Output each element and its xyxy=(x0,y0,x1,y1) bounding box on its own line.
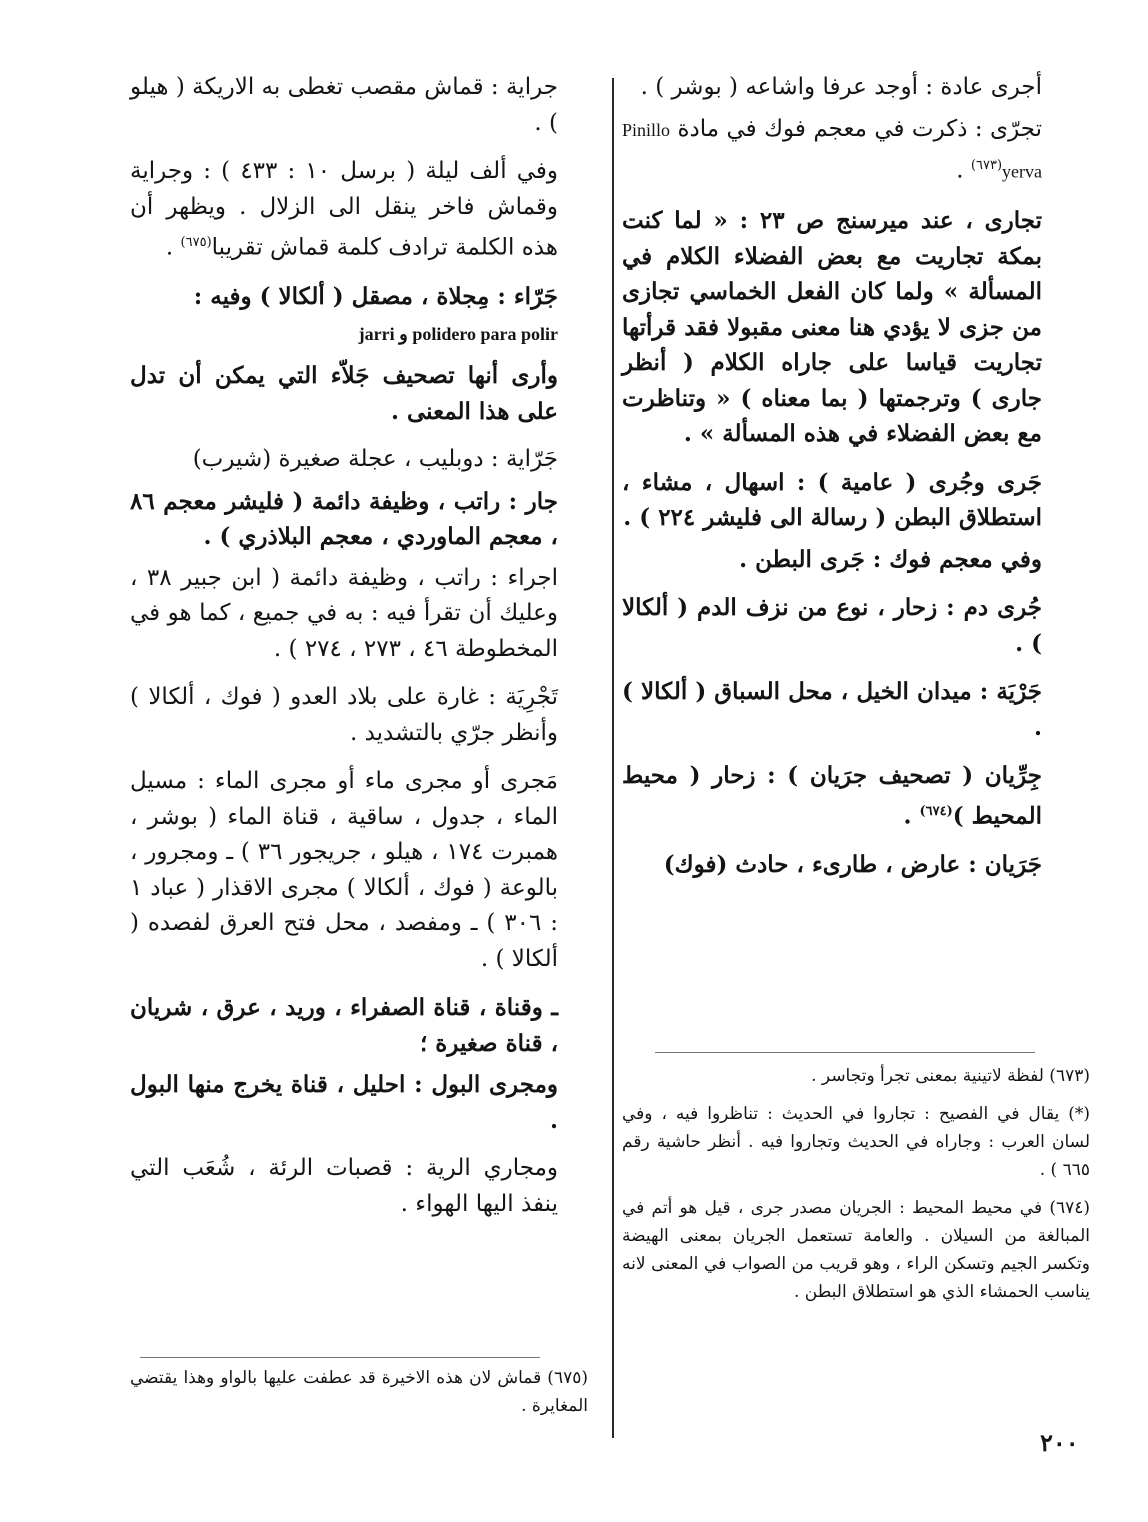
entry-qanat: ـ وقناة ، قناة الصفراء ، وريد ، عرق ، شريان ، قناة صغيرة ؛ xyxy=(130,994,558,1057)
column-divider xyxy=(612,78,614,1438)
entry-tajara: تجارى ، عند ميرسنج ص ٢٣ : « لما كنت بمكة تجاريت مع بعض الفضلاء الكلام في المسألة » ولما كان الفعل الخماسي تجازى من جزى لا يؤدي هنا معنى مقبولا فقد قرأتها تجاريت قياسا على جاراه الكلام ( أنظر جارى ) وترجمتها ( بما معناه ) « وتناظرت مع بعض الفضلاء في هذه المسألة » . xyxy=(622,207,1042,448)
entry-jiraya: جراية : قماش مقصب تغطى به الاريكة ( هيلو ) . xyxy=(130,74,558,136)
latin-term: jarri و polidero para polir xyxy=(358,323,558,344)
latin-term: Pinillo yerva xyxy=(622,119,1042,182)
entry-jarra: جَرّاء : مِجلاة ، مصقل ( ألكالا ) وفيه : jarri و polidero para polir xyxy=(193,283,558,344)
footnote-674: (٦٧٤) في محيط المحيط : الجريان مصدر جرى ، قيل هو أتم في المبالغة من السيلان . والعامة تستعمل الجريان بمعنى الهيضة وتكسر الجيم وتسكن الراء ، وهو قريب من الصواب في المعنى لانه يناسب الحمشاء الذي هو استطلاق البطن . xyxy=(622,1198,1090,1302)
entry-jarya: جَرْيَة : ميدان الخيل ، محل السباق ( ألكالا ) . xyxy=(622,678,1042,741)
right-column xyxy=(622,70,1042,895)
footnote-marker: (٦٧٤) xyxy=(919,803,953,819)
entry-jarayan: جَرَيان : عارض ، طارىء ، حادث (فوك) xyxy=(663,850,1042,878)
footnote-rule-left xyxy=(140,1357,540,1358)
entry-tajarra: تجرّى : ذكرت في معجم فوك في مادة Pinillo yerva$^{(٦٧٣)}$ . xyxy=(622,115,1043,184)
entry-ijra: اجراء : راتب ، وظيفة دائمة ( ابن جبير ٣٨ ، وعليك أن تقرأ فيه : به في جميع ، كما هو في المخطوطة ٤٦ ، ٢٧٣ ، ٢٧٤ ) . xyxy=(130,564,558,662)
entry-jarraya: جَرّاية : دوبليب ، عجلة صغيرة (شيرب) xyxy=(192,446,558,473)
entry-fuk-jara-albatn: وفي معجم فوك : جَرى البطن . xyxy=(739,545,1042,573)
entry-tashif-jalla: وأرى أنها تصحيف جَلاّء التي يمكن أن تدل على هذا المعنى . xyxy=(130,362,558,425)
entry-majari-alriya: ومجاري الرية : قصبات الرئة ، شُعَب التي ينفذ اليها الهواء . xyxy=(130,1155,558,1217)
entry-majra: مَجرى أو مجرى ماء أو مجرى الماء : مسيل الماء ، جدول ، ساقية ، قناة الماء ( بوشر ، همبرت ١٧٤ ، هيلو ، جريجور ٣٦ ) ـ ومجرور ، بالوعة ( فوك ، ألكالا ) مجرى الاقذار ( عباد ١ : ٣٠٦ ) ـ ومفصد ، محل فتح العرق لفصده ( ألكالا ) . xyxy=(130,768,558,972)
entry-alf-layla: وفي ألف ليلة ( برسل ١٠ : ٤٣٣ ) : وجراية وقماش فاخر ينقل الى الزلال . ويظهر أن هذه الكلمة ترادف كلمة قماش تقريبا$^{(٦٧٥)}$ . xyxy=(130,158,559,261)
footnote-673: (٦٧٣) لفظة لاتينية بمعنى تجرأ وتجاسر . xyxy=(811,1066,1090,1086)
right-footnotes xyxy=(622,1062,1090,1316)
entry-jara-wajura: جَرى وجُرى ( عامية ) : اسهال ، مشاء ، استطلاق البطن ( رسالة الى فليشر ٢٢٤ ) . xyxy=(622,468,1042,532)
footnote-marker: (٦٧٣) xyxy=(970,158,1003,173)
page-number: ٢٠٠ xyxy=(1040,1428,1079,1457)
footnote-marker: (٦٧٥) xyxy=(180,235,212,250)
entry-majra-albawl: ومجرى البول : احليل ، قناة يخرج منها البول . xyxy=(130,1071,558,1134)
entry-jar: جار : راتب ، وظيفة دائمة ( فليشر معجم ٨٦ ، معجم الماوردي ، معجم البلاذري ) . xyxy=(130,487,558,551)
left-column xyxy=(130,70,558,1235)
left-footnotes xyxy=(130,1364,588,1430)
entry-jura-dam: جُرى دم : زحار ، نوع من نزف الدم ( ألكالا ) . xyxy=(622,594,1042,657)
entry-ajra-ada: أجرى عادة : أوجد عرفا واشاعه ( بوشر ) . xyxy=(640,74,1042,100)
entry-tajriya: تَجْرِيَة : غارة على بلاد العدو ( فوك ، ألكالا ) وأنظر جرّي بالتشديد . xyxy=(130,684,558,746)
footnote-star: (*) يقال في الفصيح : تجاروا في الحديث : تناظروا فيه ، وفي لسان العرب : وجاراه في الحديث وتجاروا فيه . أنظر حاشية رقم ٦٦٥ ) . xyxy=(622,1104,1090,1180)
footnote-675: (٦٧٥) قماش لان هذه الاخيرة قد عطفت عليها بالواو وهذا يقتضي المغايرة . xyxy=(130,1368,588,1416)
entry-jirriyan: جِرِّيان ( تصحيف جرَيان ) : زحار ( محيط المحيط )$^{(٦٧٤)}$ . xyxy=(622,762,1042,830)
footnote-rule-right xyxy=(655,1052,1035,1053)
